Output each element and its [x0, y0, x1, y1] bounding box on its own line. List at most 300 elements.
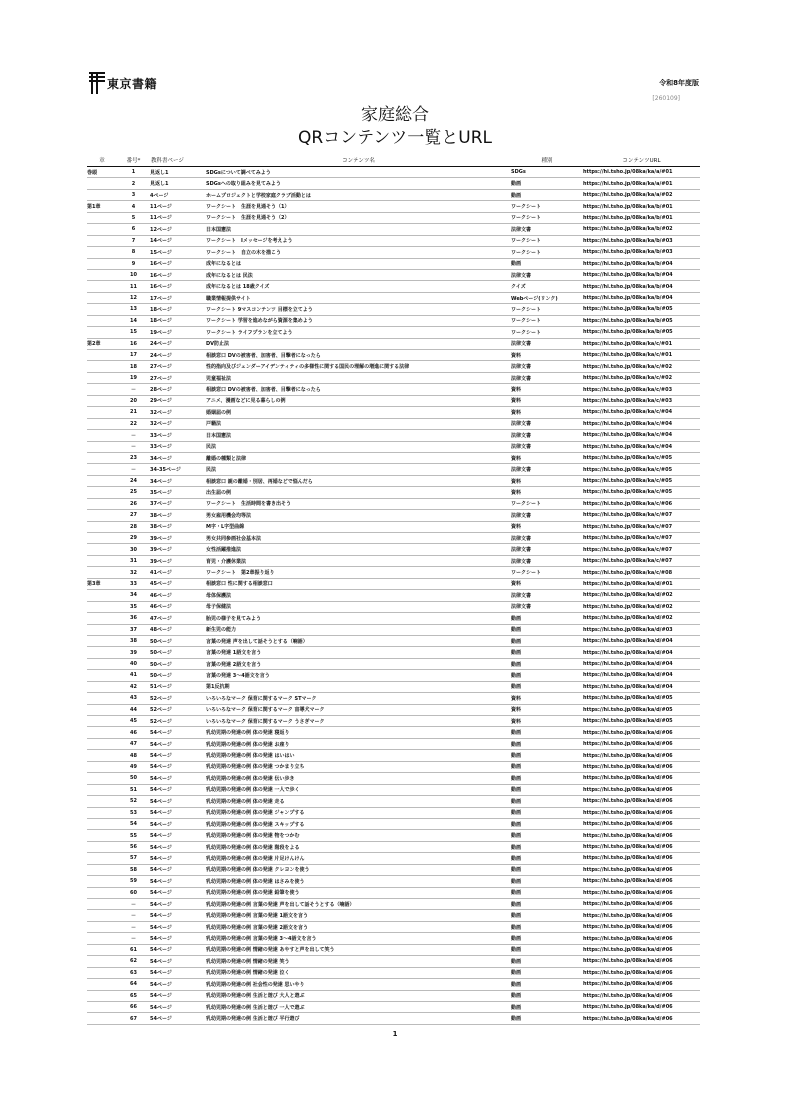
url-cell[interactable]: https://hi.tsho.jp/08ka/ka/d/#05 — [583, 716, 700, 727]
url-cell[interactable]: https://hi.tsho.jp/08ka/ka/c/#02 — [583, 361, 700, 372]
url-cell[interactable]: https://hi.tsho.jp/08ka/ka/c/#06 — [583, 498, 700, 509]
chapter-cell — [87, 933, 117, 944]
url-cell[interactable]: https://hi.tsho.jp/08ka/ka/b/#04 — [583, 258, 700, 269]
chapter-cell — [87, 567, 117, 578]
type-cell: 動画 — [511, 178, 583, 189]
url-cell[interactable]: https://hi.tsho.jp/08ka/ka/d/#04 — [583, 670, 700, 681]
content-name-cell: 婚姻届の例 — [206, 407, 511, 418]
page-cell: 54ページ — [150, 1013, 206, 1024]
content-name-cell: 乳幼児期の発達の例 体の発達 クレヨンを使う — [206, 864, 511, 875]
url-cell[interactable]: https://hi.tsho.jp/08ka/ka/d/#04 — [583, 658, 700, 669]
chapter-cell — [87, 750, 117, 761]
page-cell: 54ページ — [150, 738, 206, 749]
chapter-cell — [87, 441, 117, 452]
url-cell[interactable]: https://hi.tsho.jp/08ka/ka/c/#05 — [583, 475, 700, 486]
number-cell: 25 — [117, 487, 150, 498]
number-cell: 63 — [117, 967, 150, 978]
content-name-cell: 言葉の発達 1語文を言う — [206, 647, 511, 658]
table-row — [87, 452, 700, 463]
url-cell[interactable]: https://hi.tsho.jp/08ka/ka/c/#02 — [583, 372, 700, 383]
type-cell: 資料 — [511, 395, 583, 406]
chapter-cell — [87, 647, 117, 658]
table-row — [87, 407, 700, 418]
number-cell: 4 — [117, 201, 150, 212]
page-cell: 33ページ — [150, 430, 206, 441]
url-cell[interactable]: https://hi.tsho.jp/08ka/ka/d/#03 — [583, 624, 700, 635]
number-cell: 51 — [117, 784, 150, 795]
url-cell[interactable]: https://hi.tsho.jp/08ka/ka/d/#06 — [583, 784, 700, 795]
table-row — [87, 418, 700, 429]
table-row — [87, 578, 700, 589]
content-name-cell: 成年になるとは 18歳クイズ — [206, 281, 511, 292]
table-row — [87, 933, 700, 944]
page-cell: 54ページ — [150, 818, 206, 829]
type-cell: 法律文書 — [511, 338, 583, 349]
url-cell[interactable]: https://hi.tsho.jp/08ka/ka/d/#06 — [583, 761, 700, 772]
content-name-cell: 乳幼児期の発達の例 生活と遊び 大人と遊ぶ — [206, 990, 511, 1001]
type-cell: 動画 — [511, 876, 583, 887]
type-cell: クイズ — [511, 281, 583, 292]
number-cell: 44 — [117, 704, 150, 715]
type-cell: 動画 — [511, 681, 583, 692]
number-cell: 18 — [117, 361, 150, 372]
type-cell: 法律文書 — [511, 544, 583, 555]
number-cell: 37 — [117, 624, 150, 635]
content-name-cell: M字・L字型曲線 — [206, 521, 511, 532]
content-name-cell: 職業情報提供サイト — [206, 292, 511, 303]
number-cell: 38 — [117, 635, 150, 646]
url-cell[interactable]: https://hi.tsho.jp/08ka/ka/d/#06 — [583, 773, 700, 784]
page-cell: 11ページ — [150, 201, 206, 212]
url-cell[interactable]: https://hi.tsho.jp/08ka/ka/c/#03 — [583, 395, 700, 406]
page-cell: 33ページ — [150, 441, 206, 452]
url-cell[interactable]: https://hi.tsho.jp/08ka/ka/b/#04 — [583, 281, 700, 292]
url-cell[interactable]: https://hi.tsho.jp/08ka/ka/b/#03 — [583, 247, 700, 258]
number-cell: 60 — [117, 887, 150, 898]
chapter-cell — [87, 670, 117, 681]
table-row — [87, 372, 700, 383]
number-cell: 13 — [117, 304, 150, 315]
page-cell: 52ページ — [150, 704, 206, 715]
chapter-cell — [87, 292, 117, 303]
number-cell: 58 — [117, 864, 150, 875]
url-cell[interactable]: https://hi.tsho.jp/08ka/ka/c/#04 — [583, 407, 700, 418]
number-cell: 39 — [117, 647, 150, 658]
column-header-type: 種別 — [511, 154, 583, 167]
type-cell: 法律文書 — [511, 555, 583, 566]
table-row — [87, 830, 700, 841]
content-name-cell: 乳幼児期の発達の例 体の発達 寝返り — [206, 727, 511, 738]
content-name-cell: 言葉の発達 3～4語文を言う — [206, 670, 511, 681]
content-name-cell: 胎児の様子を見てみよう — [206, 613, 511, 624]
page-cell: 38ページ — [150, 510, 206, 521]
content-name-cell: 民法 — [206, 441, 511, 452]
number-cell: － — [117, 430, 150, 441]
type-cell: 動画 — [511, 613, 583, 624]
url-cell[interactable]: https://hi.tsho.jp/08ka/ka/c/#05 — [583, 452, 700, 463]
table-row — [87, 990, 700, 1001]
chapter-cell — [87, 910, 117, 921]
content-name-cell: 相談窓口 DVの被害者、加害者、目撃者になったら — [206, 384, 511, 395]
type-cell: 動画 — [511, 189, 583, 200]
table-row — [87, 590, 700, 601]
number-cell: 53 — [117, 807, 150, 818]
page-cell: 54ページ — [150, 967, 206, 978]
url-cell[interactable]: https://hi.tsho.jp/08ka/ka/d/#06 — [583, 944, 700, 955]
url-cell[interactable]: https://hi.tsho.jp/08ka/ka/c/#04 — [583, 441, 700, 452]
table-row — [87, 910, 700, 921]
chapter-cell — [87, 853, 117, 864]
chapter-cell — [87, 727, 117, 738]
page-cell: 16ページ — [150, 269, 206, 280]
content-name-cell: 母体保護法 — [206, 590, 511, 601]
number-cell: 1 — [117, 167, 150, 178]
url-cell[interactable]: https://hi.tsho.jp/08ka/ka/c/#07 — [583, 510, 700, 521]
chapter-cell — [87, 1001, 117, 1012]
chapter-cell — [87, 807, 117, 818]
table-row — [87, 899, 700, 910]
page-cell: 39ページ — [150, 533, 206, 544]
url-cell[interactable]: https://hi.tsho.jp/08ka/ka/d/#06 — [583, 738, 700, 749]
table-row — [87, 681, 700, 692]
url-cell[interactable]: https://hi.tsho.jp/08ka/ka/c/#07 — [583, 533, 700, 544]
number-cell: 23 — [117, 452, 150, 463]
number-cell: 35 — [117, 601, 150, 612]
chapter-cell — [87, 784, 117, 795]
table-row — [87, 510, 700, 521]
table-row — [87, 247, 700, 258]
number-cell: 21 — [117, 407, 150, 418]
url-cell[interactable]: https://hi.tsho.jp/08ka/ka/b/#05 — [583, 315, 700, 326]
content-name-cell: ワークシート 第2章振り返り — [206, 567, 511, 578]
content-name-cell: いろいろなマーク 保育に関するマーク うさぎマーク — [206, 716, 511, 727]
table-row — [87, 716, 700, 727]
type-cell: 動画 — [511, 635, 583, 646]
table-row — [87, 315, 700, 326]
type-cell: 動画 — [511, 921, 583, 932]
page-cell: 54ページ — [150, 944, 206, 955]
content-name-cell: 乳幼児期の発達の例 情緒の発達 笑う — [206, 956, 511, 967]
url-cell[interactable]: https://hi.tsho.jp/08ka/ka/d/#06 — [583, 796, 700, 807]
url-cell[interactable]: https://hi.tsho.jp/08ka/ka/d/#06 — [583, 979, 700, 990]
page-cell: 54ページ — [150, 979, 206, 990]
column-header-number: 番号* — [117, 154, 150, 167]
table-row — [87, 1013, 700, 1024]
page-cell: 45ページ — [150, 578, 206, 589]
content-name-cell: 男女雇用機会均等法 — [206, 510, 511, 521]
page-cell: 50ページ — [150, 635, 206, 646]
content-name-cell: 乳幼児期の発達の例 体の発達 片足けんけん — [206, 853, 511, 864]
number-cell: 14 — [117, 315, 150, 326]
url-cell[interactable]: https://hi.tsho.jp/08ka/ka/d/#05 — [583, 704, 700, 715]
table-row — [87, 647, 700, 658]
page-cell: 15ページ — [150, 247, 206, 258]
content-name-cell: 乳幼児期の発達の例 言葉の発達 2語文を言う — [206, 921, 511, 932]
url-cell[interactable]: https://hi.tsho.jp/08ka/ka/c/#07 — [583, 521, 700, 532]
page-cell: 18ページ — [150, 304, 206, 315]
url-cell[interactable]: https://hi.tsho.jp/08ka/ka/d/#04 — [583, 681, 700, 692]
url-cell[interactable]: https://hi.tsho.jp/08ka/ka/d/#06 — [583, 899, 700, 910]
qr-contents-table — [87, 154, 700, 1025]
table-row — [87, 761, 700, 772]
chapter-cell — [87, 235, 117, 246]
table-row — [87, 658, 700, 669]
page-cell: 54ページ — [150, 796, 206, 807]
chapter-cell — [87, 681, 117, 692]
url-cell[interactable]: https://hi.tsho.jp/08ka/ka/c/#07 — [583, 544, 700, 555]
page-cell: 39ページ — [150, 544, 206, 555]
chapter-cell — [87, 384, 117, 395]
table-row — [87, 853, 700, 864]
url-cell[interactable]: https://hi.tsho.jp/08ka/ka/a/#01 — [583, 167, 700, 178]
url-cell[interactable]: https://hi.tsho.jp/08ka/ka/d/#06 — [583, 956, 700, 967]
url-cell[interactable]: https://hi.tsho.jp/08ka/ka/c/#04 — [583, 430, 700, 441]
table-row — [87, 212, 700, 223]
url-cell[interactable]: https://hi.tsho.jp/08ka/ka/c/#05 — [583, 487, 700, 498]
type-cell: 動画 — [511, 830, 583, 841]
url-cell[interactable]: https://hi.tsho.jp/08ka/ka/c/#01 — [583, 350, 700, 361]
url-cell[interactable]: https://hi.tsho.jp/08ka/ka/b/#02 — [583, 224, 700, 235]
table-header-row — [87, 154, 700, 167]
number-cell: 7 — [117, 235, 150, 246]
number-cell: 5 — [117, 212, 150, 223]
content-name-cell: ワークシート 学習を進めながら資源を集めよう — [206, 315, 511, 326]
url-cell[interactable]: https://hi.tsho.jp/08ka/ka/d/#06 — [583, 876, 700, 887]
type-cell: ワークシート — [511, 315, 583, 326]
publisher-logo — [89, 72, 157, 94]
content-name-cell: 乳幼児期の発達の例 体の発達 はさみを使う — [206, 876, 511, 887]
content-name-cell: ワークシート 生涯を見通そう（1） — [206, 201, 511, 212]
chapter-cell — [87, 796, 117, 807]
url-cell[interactable]: https://hi.tsho.jp/08ka/ka/d/#04 — [583, 635, 700, 646]
url-cell[interactable]: https://hi.tsho.jp/08ka/ka/b/#05 — [583, 304, 700, 315]
url-cell[interactable]: https://hi.tsho.jp/08ka/ka/d/#06 — [583, 887, 700, 898]
url-cell[interactable]: https://hi.tsho.jp/08ka/ka/d/#02 — [583, 601, 700, 612]
page-title — [0, 104, 790, 150]
type-cell: 動画 — [511, 933, 583, 944]
url-cell[interactable]: https://hi.tsho.jp/08ka/ka/b/#05 — [583, 327, 700, 338]
content-name-cell: ワークシート 自立の木を描こう — [206, 247, 511, 258]
content-name-cell: SDGsへの取り組みを見てみよう — [206, 178, 511, 189]
type-cell: 法律文書 — [511, 510, 583, 521]
number-cell: 61 — [117, 944, 150, 955]
content-name-cell: 乳幼児期の発達の例 体の発達 お座り — [206, 738, 511, 749]
content-name-cell: SDGsについて調べてみよう — [206, 167, 511, 178]
table-row — [87, 967, 700, 978]
page-cell: 50ページ — [150, 670, 206, 681]
content-name-cell: 乳幼児期の発達の例 言葉の発達 1語文を言う — [206, 910, 511, 921]
type-cell: 動画 — [511, 956, 583, 967]
chapter-cell — [87, 315, 117, 326]
number-cell: 36 — [117, 613, 150, 624]
page-cell: 17ページ — [150, 292, 206, 303]
url-cell[interactable]: https://hi.tsho.jp/08ka/ka/d/#06 — [583, 990, 700, 1001]
url-cell[interactable]: https://hi.tsho.jp/08ka/ka/d/#04 — [583, 647, 700, 658]
number-cell: 33 — [117, 578, 150, 589]
page-cell: 54ページ — [150, 933, 206, 944]
url-cell[interactable]: https://hi.tsho.jp/08ka/ka/d/#06 — [583, 933, 700, 944]
chapter-cell — [87, 498, 117, 509]
table-row — [87, 807, 700, 818]
logo-mark-icon — [89, 72, 105, 94]
number-cell: 29 — [117, 533, 150, 544]
page-cell: 12ページ — [150, 224, 206, 235]
page-cell: 46ページ — [150, 601, 206, 612]
table-row — [87, 224, 700, 235]
number-cell: 66 — [117, 1001, 150, 1012]
chapter-cell — [87, 464, 117, 475]
url-cell[interactable]: https://hi.tsho.jp/08ka/ka/b/#04 — [583, 292, 700, 303]
page-cell: 54ページ — [150, 841, 206, 852]
logo-text: 東京書籍 — [107, 76, 158, 91]
url-cell[interactable]: https://hi.tsho.jp/08ka/ka/c/#05 — [583, 464, 700, 475]
content-name-cell: 乳幼児期の発達の例 言葉の発達 声を出して話そうとする（喃語） — [206, 899, 511, 910]
number-cell: 26 — [117, 498, 150, 509]
number-cell: 46 — [117, 727, 150, 738]
content-name-cell: DV防止法 — [206, 338, 511, 349]
url-cell[interactable]: https://hi.tsho.jp/08ka/ka/d/#06 — [583, 807, 700, 818]
url-cell[interactable]: https://hi.tsho.jp/08ka/ka/d/#06 — [583, 853, 700, 864]
table-row — [87, 944, 700, 955]
table-row — [87, 327, 700, 338]
table-row — [87, 269, 700, 280]
type-cell: 動画 — [511, 761, 583, 772]
content-name-cell: 日本国憲法 — [206, 430, 511, 441]
url-cell[interactable]: https://hi.tsho.jp/08ka/ka/d/#06 — [583, 910, 700, 921]
content-name-cell: 母子保健法 — [206, 601, 511, 612]
chapter-cell — [87, 830, 117, 841]
page-cell: 50ページ — [150, 647, 206, 658]
table-row — [87, 887, 700, 898]
chapter-cell — [87, 738, 117, 749]
number-cell: 57 — [117, 853, 150, 864]
url-cell[interactable]: https://hi.tsho.jp/08ka/ka/d/#06 — [583, 921, 700, 932]
page-cell: 11ページ — [150, 212, 206, 223]
type-cell: 資料 — [511, 384, 583, 395]
table-row — [87, 464, 700, 475]
chapter-cell — [87, 979, 117, 990]
url-cell[interactable]: https://hi.tsho.jp/08ka/ka/d/#06 — [583, 841, 700, 852]
url-cell[interactable]: https://hi.tsho.jp/08ka/ka/d/#06 — [583, 864, 700, 875]
url-cell[interactable]: https://hi.tsho.jp/08ka/ka/c/#07 — [583, 555, 700, 566]
content-name-cell: アニメ、漫画などに見る暮らしの例 — [206, 395, 511, 406]
content-name-cell: 女性活躍推進法 — [206, 544, 511, 555]
url-cell[interactable]: https://hi.tsho.jp/08ka/ka/b/#03 — [583, 235, 700, 246]
content-name-cell: 乳幼児期の発達の例 情緒の発達 あやすと声を出して笑う — [206, 944, 511, 955]
table-row — [87, 796, 700, 807]
number-cell: 54 — [117, 818, 150, 829]
type-cell: 動画 — [511, 967, 583, 978]
number-cell: 12 — [117, 292, 150, 303]
url-cell[interactable]: https://hi.tsho.jp/08ka/ka/a/#01 — [583, 178, 700, 189]
page-cell: 46ページ — [150, 590, 206, 601]
type-cell: 法律文書 — [511, 590, 583, 601]
number-cell: － — [117, 933, 150, 944]
table-row — [87, 258, 700, 269]
number-cell: 59 — [117, 876, 150, 887]
title-subject: 家庭総合 — [361, 105, 429, 125]
chapter-cell — [87, 430, 117, 441]
chapter-cell — [87, 899, 117, 910]
chapter-cell — [87, 704, 117, 715]
url-cell[interactable]: https://hi.tsho.jp/08ka/ka/c/#08 — [583, 567, 700, 578]
url-cell[interactable]: https://hi.tsho.jp/08ka/ka/d/#06 — [583, 1001, 700, 1012]
url-cell[interactable]: https://hi.tsho.jp/08ka/ka/d/#05 — [583, 693, 700, 704]
page-cell: 14ページ — [150, 235, 206, 246]
number-cell: 16 — [117, 338, 150, 349]
url-cell[interactable]: https://hi.tsho.jp/08ka/ka/a/#02 — [583, 189, 700, 200]
type-cell: ワークシート — [511, 212, 583, 223]
url-cell[interactable]: https://hi.tsho.jp/08ka/ka/b/#01 — [583, 201, 700, 212]
url-cell[interactable]: https://hi.tsho.jp/08ka/ka/d/#02 — [583, 590, 700, 601]
type-cell: 法律文書 — [511, 533, 583, 544]
type-cell: 法律文書 — [511, 418, 583, 429]
chapter-cell — [87, 178, 117, 189]
type-cell: 動画 — [511, 944, 583, 955]
type-cell: 動画 — [511, 624, 583, 635]
column-header-page: 教科書ページ — [150, 154, 206, 167]
chapter-cell — [87, 327, 117, 338]
table-row — [87, 784, 700, 795]
number-cell: 49 — [117, 761, 150, 772]
url-cell[interactable]: https://hi.tsho.jp/08ka/ka/b/#04 — [583, 269, 700, 280]
number-cell: 28 — [117, 521, 150, 532]
chapter-cell — [87, 693, 117, 704]
content-name-cell: 乳幼児期の発達の例 言葉の発達 3～4語文を言う — [206, 933, 511, 944]
page-cell: 47ページ — [150, 613, 206, 624]
content-name-cell: 新生児の能力 — [206, 624, 511, 635]
url-cell[interactable]: https://hi.tsho.jp/08ka/ka/d/#02 — [583, 613, 700, 624]
number-cell: 6 — [117, 224, 150, 235]
type-cell: 動画 — [511, 853, 583, 864]
page-cell: 35ページ — [150, 487, 206, 498]
url-cell[interactable]: https://hi.tsho.jp/08ka/ka/d/#06 — [583, 967, 700, 978]
content-name-cell: 乳幼児期の発達の例 体の発達 一人で歩く — [206, 784, 511, 795]
type-cell: 動画 — [511, 796, 583, 807]
url-cell[interactable]: https://hi.tsho.jp/08ka/ka/c/#01 — [583, 338, 700, 349]
table-row — [87, 544, 700, 555]
content-name-cell: 乳幼児期の発達の例 体の発達 走る — [206, 796, 511, 807]
url-cell[interactable]: https://hi.tsho.jp/08ka/ka/d/#06 — [583, 1013, 700, 1024]
content-name-cell: 第1反抗期 — [206, 681, 511, 692]
table-row — [87, 395, 700, 406]
type-cell: ワークシート — [511, 304, 583, 315]
content-name-cell: 乳幼児期の発達の例 体の発達 スキップする — [206, 818, 511, 829]
table-row — [87, 281, 700, 292]
page-cell: 見返し1 — [150, 178, 206, 189]
url-cell[interactable]: https://hi.tsho.jp/08ka/ka/d/#06 — [583, 727, 700, 738]
page-cell: 54ページ — [150, 899, 206, 910]
number-cell: 34 — [117, 590, 150, 601]
page-number: 1 — [392, 1030, 398, 1038]
page-cell: 27ページ — [150, 361, 206, 372]
type-cell: 動画 — [511, 1001, 583, 1012]
table-row — [87, 487, 700, 498]
type-cell: 法律文書 — [511, 269, 583, 280]
url-cell[interactable]: https://hi.tsho.jp/08ka/ka/d/#01 — [583, 578, 700, 589]
chapter-cell — [87, 544, 117, 555]
url-cell[interactable]: https://hi.tsho.jp/08ka/ka/c/#03 — [583, 384, 700, 395]
url-cell[interactable]: https://hi.tsho.jp/08ka/ka/d/#06 — [583, 750, 700, 761]
url-cell[interactable]: https://hi.tsho.jp/08ka/ka/d/#06 — [583, 818, 700, 829]
page-cell: 28ページ — [150, 384, 206, 395]
number-cell: － — [117, 464, 150, 475]
url-cell[interactable]: https://hi.tsho.jp/08ka/ka/b/#01 — [583, 212, 700, 223]
type-cell: ワークシート — [511, 201, 583, 212]
url-cell[interactable]: https://hi.tsho.jp/08ka/ka/c/#04 — [583, 418, 700, 429]
url-cell[interactable]: https://hi.tsho.jp/08ka/ka/d/#06 — [583, 830, 700, 841]
chapter-cell — [87, 841, 117, 852]
